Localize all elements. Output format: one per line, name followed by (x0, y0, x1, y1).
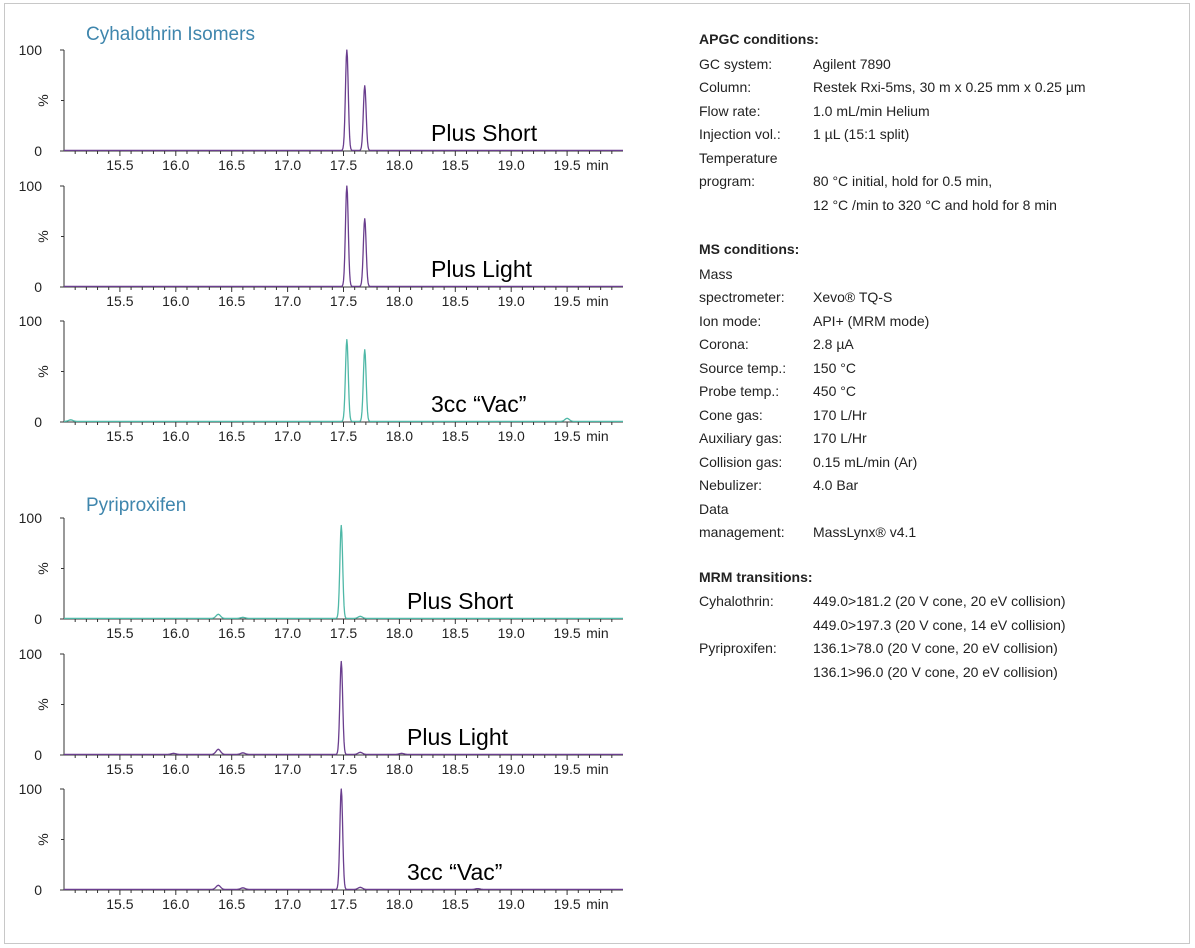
x-tick-label: 19.5 (553, 157, 581, 173)
x-axis-unit: min (586, 896, 609, 912)
peak-point (242, 617, 243, 618)
condition-value: 449.0>181.2 (20 V cone, 20 eV collision) (813, 593, 1066, 609)
peak-point (218, 749, 219, 750)
chromatogram-panels (19, 42, 623, 912)
y-axis-label: % (35, 94, 51, 107)
chromatogram-panel (19, 42, 623, 173)
peak-point (341, 661, 342, 662)
conditions-panel (699, 28, 1179, 705)
condition-row (699, 263, 1179, 287)
condition-value: 2.8 µA (813, 336, 854, 352)
condition-key: Auxiliary gas: (699, 430, 783, 446)
condition-row (699, 310, 1179, 334)
x-tick-label: 18.0 (385, 625, 414, 641)
x-tick-label: 19.5 (553, 896, 581, 912)
condition-key (699, 614, 813, 638)
condition-value: 1.0 mL/min Helium (813, 102, 930, 119)
condition-value (813, 498, 1179, 522)
condition-row (699, 404, 1179, 428)
x-tick-label: 19.5 (553, 293, 581, 309)
y-tick-label: 100 (18, 313, 42, 329)
condition-row (699, 194, 1179, 218)
peak-point (401, 753, 402, 754)
x-tick-label: 17.5 (329, 293, 358, 309)
y-axis-label: % (35, 562, 51, 575)
condition-row (699, 637, 1179, 661)
peak-point (360, 616, 361, 617)
panel-label: Plus Light (431, 256, 533, 282)
y-tick-label: 0 (34, 747, 42, 763)
peak-point (364, 85, 365, 86)
y-axis-label: % (35, 698, 51, 711)
x-tick-label: 17.5 (329, 625, 358, 641)
chromatogram-panel (19, 781, 623, 912)
apgc-heading: APGC conditions: (699, 31, 819, 47)
condition-row (699, 590, 1179, 614)
x-tick-label: 19.0 (497, 625, 525, 641)
y-tick-label: 0 (34, 279, 42, 295)
condition-value: 449.0>197.3 (20 V cone, 14 eV collision) (813, 616, 1066, 633)
mrm-transitions (699, 566, 1179, 685)
panel-label: Plus Short (407, 588, 514, 614)
x-tick-label: 18.5 (441, 896, 469, 912)
x-tick-label: 17.0 (273, 761, 302, 777)
peak-point (477, 888, 478, 889)
y-tick-label: 100 (18, 646, 42, 662)
x-tick-label: 19.5 (553, 625, 581, 641)
x-tick-label: 18.5 (441, 293, 469, 309)
x-tick-label: 16.0 (162, 625, 190, 641)
peak-point (341, 788, 342, 789)
y-tick-label: 0 (34, 882, 42, 898)
peak-point (242, 887, 243, 888)
x-tick-label: 17.5 (329, 896, 358, 912)
condition-key: GC system: (699, 55, 773, 72)
x-tick-label: 18.0 (385, 157, 414, 173)
condition-value: Xevo® TQ-S (813, 289, 893, 305)
x-tick-label: 19.0 (497, 896, 525, 912)
condition-value: 450 °C (813, 383, 856, 399)
condition-key: Nebulizer: (699, 477, 763, 493)
panel-label: 3cc “Vac” (431, 391, 527, 417)
condition-value: 136.1>78.0 (20 V cone, 20 eV collision) (813, 640, 1058, 656)
condition-row (699, 357, 1179, 381)
condition-row (699, 76, 1179, 100)
condition-row (699, 498, 1179, 522)
x-tick-label: 19.0 (497, 428, 525, 444)
x-axis-unit: min (586, 293, 609, 309)
ms-heading: MS conditions: (699, 241, 800, 257)
peak-point (70, 419, 71, 420)
condition-key (699, 661, 813, 685)
x-tick-label: 18.5 (441, 157, 469, 173)
condition-row (699, 614, 1179, 638)
section-title-pyriproxifen: Pyriproxifen (86, 495, 187, 516)
y-axis-label: % (35, 230, 51, 243)
x-tick-label: 18.5 (441, 761, 469, 777)
x-tick-label: 17.5 (329, 428, 358, 444)
chromatogram-panel (19, 510, 623, 641)
condition-key: Pyriproxifen: (699, 640, 777, 656)
x-tick-label: 17.0 (273, 428, 302, 444)
condition-value: 80 °C initial, hold for 0.5 min, (813, 173, 993, 189)
peak-point (341, 525, 342, 526)
x-tick-label: 15.5 (106, 896, 134, 912)
chromatogram-trace (64, 50, 623, 150)
x-tick-label: 16.0 (162, 293, 190, 309)
condition-value: 150 °C (813, 359, 856, 376)
condition-row (699, 380, 1179, 404)
x-tick-label: 17.0 (273, 157, 302, 173)
condition-row (699, 147, 1179, 171)
peak-point (173, 753, 174, 754)
condition-key: Column: (699, 79, 752, 95)
x-tick-label: 18.5 (441, 428, 469, 444)
chromatogram-panel (19, 313, 623, 444)
x-tick-label: 19.0 (497, 157, 525, 173)
condition-row (699, 427, 1179, 451)
condition-value: Agilent 7890 (813, 55, 891, 72)
peak-point (218, 614, 219, 615)
condition-value: 170 L/Hr (813, 430, 867, 446)
x-tick-label: 17.0 (273, 896, 302, 912)
x-tick-label: 17.5 (329, 157, 358, 173)
panel-label: 3cc “Vac” (407, 859, 503, 885)
y-tick-label: 0 (34, 143, 42, 159)
x-axis-unit: min (586, 625, 609, 641)
condition-key: Collision gas: (699, 453, 783, 470)
chromatogram-panel (19, 178, 623, 309)
condition-value: 1 µL (15:1 split) (813, 126, 910, 142)
chromatogram-trace (64, 789, 623, 889)
condition-key: Corona: (699, 336, 749, 352)
condition-row (699, 451, 1179, 475)
peak-point (360, 752, 361, 753)
condition-key: Flow rate: (699, 102, 761, 119)
peak-point (364, 218, 365, 219)
y-tick-label: 0 (34, 414, 42, 430)
x-tick-label: 15.5 (106, 761, 134, 777)
ms-conditions (699, 238, 1179, 545)
condition-value: Restek Rxi-5ms, 30 m x 0.25 mm x 0.25 µm (813, 79, 1086, 95)
condition-value (813, 147, 1179, 171)
x-axis-unit: min (586, 157, 609, 173)
x-tick-label: 19.0 (497, 761, 525, 777)
x-tick-label: 19.0 (497, 293, 525, 309)
condition-value: 4.0 Bar (813, 477, 859, 493)
mrm-heading: MRM transitions: (699, 568, 813, 585)
panel-label: Plus Short (431, 120, 538, 146)
apgc-conditions (699, 28, 1179, 217)
x-axis-unit: min (586, 761, 609, 777)
x-axis-unit: min (586, 428, 609, 444)
peak-point (360, 887, 361, 888)
x-tick-label: 16.0 (162, 428, 190, 444)
peak-point (218, 885, 219, 886)
condition-key (699, 194, 813, 218)
condition-row (699, 521, 1179, 545)
x-tick-label: 19.5 (553, 761, 581, 777)
x-tick-label: 18.0 (385, 761, 414, 777)
condition-value (813, 263, 1179, 287)
x-tick-label: 16.0 (162, 896, 190, 912)
x-tick-label: 16.5 (218, 625, 246, 641)
peak-point (567, 418, 568, 419)
x-tick-label: 16.0 (162, 761, 190, 777)
y-tick-label: 100 (18, 781, 42, 797)
x-tick-label: 18.5 (441, 625, 469, 641)
x-tick-label: 15.5 (106, 293, 134, 309)
x-tick-label: 15.5 (106, 625, 134, 641)
condition-value: 0.15 mL/min (Ar) (813, 453, 918, 470)
condition-row (699, 333, 1179, 357)
chromatogram-trace (64, 186, 623, 286)
y-axis-label: % (35, 365, 51, 378)
panel-label: Plus Light (407, 724, 509, 750)
x-tick-label: 16.5 (218, 896, 246, 912)
chromatogram-trace (64, 661, 623, 754)
condition-value: MassLynx® v4.1 (813, 524, 917, 540)
x-tick-label: 16.5 (218, 428, 246, 444)
peak-point (364, 349, 365, 350)
y-tick-label: 100 (18, 178, 42, 194)
condition-key: program: (699, 173, 756, 189)
condition-key: Ion mode: (699, 312, 762, 329)
x-tick-label: 16.0 (162, 157, 190, 173)
condition-row (699, 100, 1179, 124)
y-axis-label: % (35, 833, 51, 846)
condition-key: Probe temp.: (699, 383, 780, 399)
chromatogram-trace (64, 340, 623, 422)
x-tick-label: 17.0 (273, 293, 302, 309)
condition-value: API+ (MRM mode) (813, 312, 930, 329)
peak-point (346, 49, 347, 50)
condition-key: spectrometer: (699, 289, 785, 305)
x-tick-label: 15.5 (106, 157, 134, 173)
condition-row (699, 123, 1179, 147)
x-tick-label: 18.0 (385, 293, 414, 309)
condition-row (699, 661, 1179, 685)
peak-point (346, 185, 347, 186)
condition-row (699, 53, 1179, 77)
chromatogram-panel (19, 646, 623, 777)
x-tick-label: 15.5 (106, 428, 134, 444)
condition-value: 12 °C /min to 320 °C and hold for 8 min (813, 196, 1057, 213)
x-tick-label: 17.5 (329, 761, 358, 777)
section-title-cyhalothrin: Cyhalothrin Isomers (86, 24, 255, 45)
y-tick-label: 0 (34, 611, 42, 627)
x-tick-label: 19.5 (553, 428, 581, 444)
condition-key: Injection vol.: (699, 126, 781, 142)
x-tick-label: 18.0 (385, 896, 414, 912)
x-tick-label: 17.0 (273, 625, 302, 641)
condition-key: Data (699, 500, 729, 517)
x-tick-label: 16.5 (218, 157, 246, 173)
x-tick-label: 16.5 (218, 293, 246, 309)
condition-key: management: (699, 524, 785, 540)
condition-value: 136.1>96.0 (20 V cone, 20 eV collision) (813, 663, 1058, 680)
x-tick-label: 16.5 (218, 761, 246, 777)
chromatogram-trace (64, 525, 623, 618)
condition-row (699, 286, 1179, 310)
condition-value: 170 L/Hr (813, 406, 867, 423)
condition-row (699, 170, 1179, 194)
y-tick-label: 100 (18, 42, 42, 58)
condition-key: Cyhalothrin: (699, 593, 774, 609)
condition-row (699, 474, 1179, 498)
peak-point (346, 339, 347, 340)
condition-key: Temperature (699, 149, 778, 166)
condition-key: Source temp.: (699, 359, 787, 376)
condition-key: Cone gas: (699, 406, 763, 423)
y-tick-label: 100 (18, 510, 42, 526)
peak-point (242, 752, 243, 753)
x-tick-label: 18.0 (385, 428, 414, 444)
condition-key: Mass (699, 265, 733, 282)
